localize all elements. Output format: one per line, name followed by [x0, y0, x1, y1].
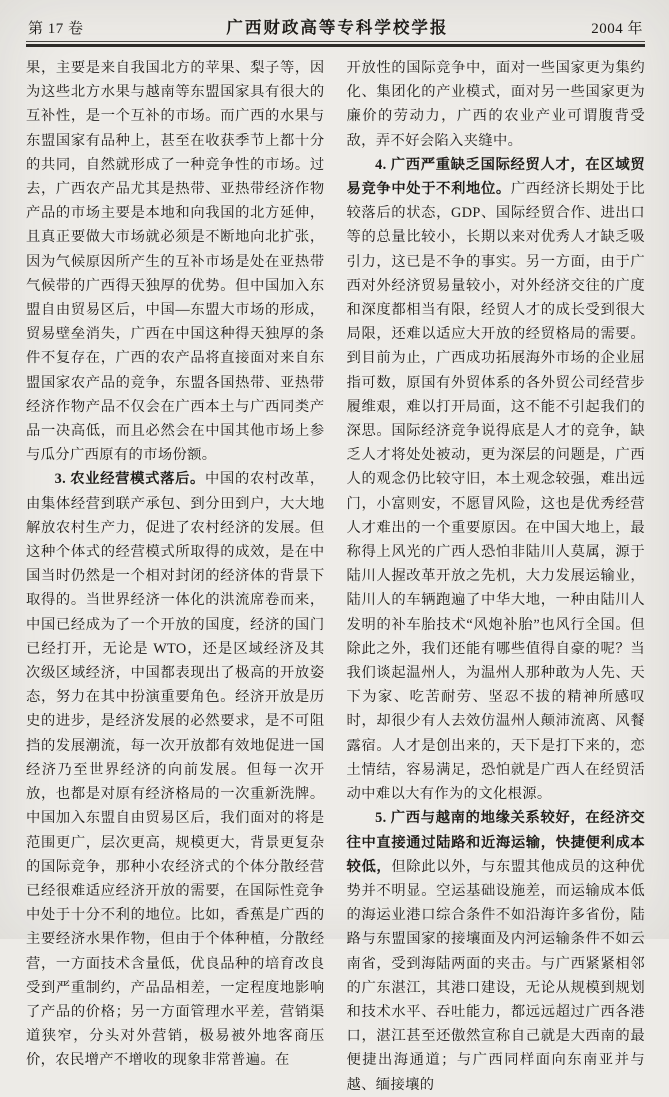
header-rule — [26, 41, 645, 47]
section-lead: 4. 广西严重缺乏国际经贸人才，在区域贸易竞争中处于不利地位。 — [346, 156, 645, 198]
article-body — [26, 56, 645, 1097]
volume-label: 第 17 卷 — [28, 21, 84, 37]
section-lead: 5. 广西与越南的地缘关系较好，在经济交往中直接通过陆路和近海运输，快捷便利成本较低， — [346, 810, 645, 875]
paragraph: 4. 广西严重缺乏国际经贸人才，在区域贸易竞争中处于不利地位。广西经济长期处于比较落后的状态，GDP、国际经贸合作、进出口等的总量比较小，长期以来对优秀人才缺乏吸引力，这已是不争的事实。另一方面，由于广西对外经济贸易量较小，对外经济交往的广度和深度都相当有限，经贸人才的成长受到很大局限，还难以适应大开放的经贸格局的需要。到目前为止，广西成功拓展海外市场的企业屈指可数，原国有外贸体系的各外贸公司经营步履维艰，难以打开局面，这不能不引起我们的深思。国际经济竞争说得底是人才的竞争，缺乏人才将处处被动，更为深层的问题是，广西人的观念仍比较守旧，本土观念较强，难出远门，小富则安，不愿冒风险，这也是优秀经营人才难出的一个重要原因。在中国大地上，最称得上风光的广西人恐怕非陆川人莫属，源于陆川人握改革开放之先机，大力发展运输业，陆川人的车辆跑遍了中华大地，一种由陆川人发明的补车胎技术“风炮补胎”也风行全国。但除此之外，我们还能有哪些值得自豪的呢？当我们谈起温州人，为温州人那种敢为人先、天下为家、吃苦耐劳、坚忍不拔的精神所感叹时，却很少有人去效仿温州人颠沛流离、风餐露宿。人才是创出来的，天下是打下来的，恋土情结，容易满足，恐怕就是广西人在经贸活动中难以大有作为的文化根源。 — [346, 156, 645, 803]
section-lead: 3. 农业经营模式落后。 — [54, 471, 206, 488]
journal-title: 广西财政高等专科学校学报 — [226, 18, 449, 37]
paragraph: 5. 广西与越南的地缘关系较好，在经济交往中直接通过陆路和近海运输，快捷便利成本较低，但除此以外，与东盟其他成员的这种优势并不明显。空运基础设施差，而运输成本低的海运业港口综合条件不如沿海许多省份，陆路与东盟国家的接壤面及内河运输条件不如云南省，受到海陆两面的夹击。与广西紧紧相邻的广东湛江，其港口建设，无论从规模到规划和技术水平、吞吐能力，都远远超过广西各港口，湛江甚至还傲然宣称自己就是大西南的最便捷出海通道；与广西同样面向东南亚并与越、缅接壤的 — [346, 810, 645, 1093]
column-left — [26, 56, 325, 1097]
page-header — [26, 10, 645, 41]
column-right — [347, 56, 646, 1097]
paragraph: 开放性的国际竞争中，面对一些国家更为集约化、集团化的产业模式，面对另一些国家更为廉价的劳动力，广西的农业产业可谓腹背受敌，弄不好会陷入夹缝中。 — [346, 60, 645, 149]
paragraph: 果，主要是来自我国北方的苹果、梨子等，因为这些北方水果与越南等东盟国家具有很大的互补性，是一个互补的市场。而广西的水果与东盟国家有品种上，甚至在收获季节上都十分的共同，自然就形成了一种竞争性的市场。过去，广西农产品尤其是热带、亚热带经济作物产品的市场主要是本地和向我国的北方延伸，且真正要做大市场就必须是不断地向北扩张，因为气候原因所产生的互补市场是处在亚热带气候带的广西得天独厚的优势。但中国加入东盟自由贸易区后，中国—东盟大市场的形成，贸易壁垒消失，广西在中国这种得天独厚的条件不复存在，广西的农产品将直接面对来自东盟国家农产品的竞争，东盟各国热带、亚热带经济作物产品不仅会在广西本土与广西同类产品一决高低，而且必然会在中国其他市场上参与瓜分广西原有的市场份额。 — [26, 60, 325, 464]
year-label: 2004 年 — [591, 21, 643, 37]
paragraph: 3. 农业经营模式落后。中国的农村改革，由集体经营到联产承包、到分田到户，大大地解放农村生产力，促进了农村经济的发展。但这种个体式的经营模式所取得的成效，是在中国当时仍然是一个相对封闭的经济体的背景下取得的。当世界经济一体化的洪流席卷而来，中国已经成为了一个开放的国度，经济的国门已经打开，无论是 WTO，还是区域经济及其次级区域经济，中国都表现出了极高的开放姿态，努力在其中扮演重要角色。经济开放是历史的进步，是经济发展的必然要求，是不可阻挡的发展潮流，每一次开放都有效地促进一国经济乃至世界经济的向前发展。但每一次开放，也都是对原有经济格局的一次重新洗牌。中国加入东盟自由贸易区后，我们面对的将是范围更广，层次更高，规模更大，背景更复杂的国际竞争，那种小农经济式的个体分散经营已经很难适应经济开放的需要，在国际性竞争中处于十分不利的地位。比如，香蕉是广西的主要经济水果作物，但由于个体种植，分散经营，一方面技术含量低，优良品种的培育改良受到严重制约，产品品相差，一定程度地影响了产品的价格；另一方面管理水平差，营销渠道狭窄，分头对外营销，极易被外地客商压价，农民增产不增收的现象非常普遍。在 — [26, 471, 325, 1069]
